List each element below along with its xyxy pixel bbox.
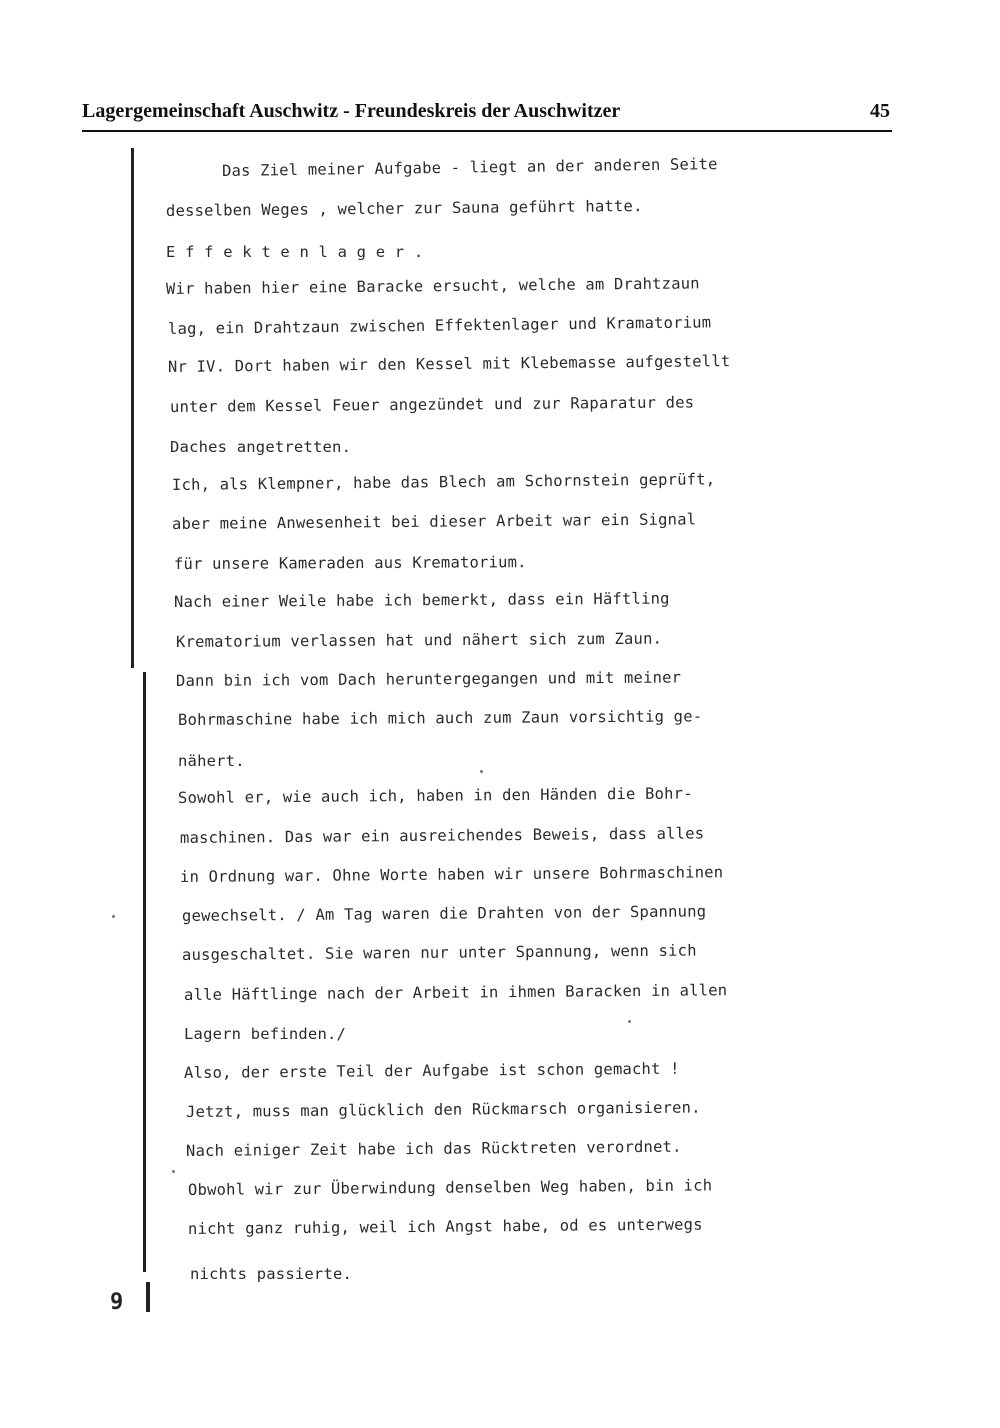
typed-line: Dann bin ich vom Dach heruntergegangen und mit meiner	[175, 668, 682, 690]
typed-line: in Ordnung war. Ohne Worte haben wir unsere Bohrmaschinen	[179, 863, 724, 886]
typed-line: für unsere Kameraden aus Krematorium.	[173, 553, 527, 573]
typed-line: Ich, als Klempner, habe das Blech am Schornstein geprüft,	[171, 470, 716, 494]
typed-line: unter dem Kessel Feuer angezündet und zur Raparatur des	[169, 393, 695, 416]
typed-line: alle Häftlinge nach der Arbeit in ihmen Baracken in allen	[183, 981, 728, 1004]
typed-line: aber meine Anwesenheit bei dieser Arbeit war ein Signal	[171, 510, 697, 533]
typed-line: Wir haben hier eine Baracke ersucht, welche am Drahtzaun	[165, 274, 700, 298]
typed-line: Daches angetretten.	[170, 438, 352, 456]
typed-line: Lagern befinden./	[184, 1025, 347, 1043]
typed-line: Nr IV. Dort haben wir den Kessel mit Klebemasse aufgestellt	[167, 352, 731, 376]
margin-marker: 9	[110, 1290, 124, 1315]
typed-line: lag, ein Drahtzaun zwischen Effektenlager und Kramatorium	[167, 313, 712, 338]
typed-line: nähert.	[178, 752, 245, 770]
page-number: 45	[870, 100, 890, 122]
typed-line: Das Ziel meiner Aufgabe - liegt an der anderen Seite	[221, 155, 718, 180]
header-title: Lagergemeinschaft Auschwitz - Freundeskreis der Auschwitzer	[82, 100, 621, 122]
typed-line: Sowohl er, wie auch ich, haben in den Händen die Bohr-	[177, 784, 693, 807]
typed-line: Krematorium verlassen hat und nähert sich zum Zaun.	[175, 629, 663, 651]
typed-line: E f f e k t e n l a g e r .	[166, 243, 424, 261]
typed-line: Also, der erste Teil der Aufgabe ist schon gemacht !	[183, 1059, 680, 1082]
typed-line: Jetzt, muss man glücklich den Rückmarsch organisieren.	[185, 1098, 701, 1121]
typed-line: maschinen. Das war ein ausreichendes Beweis, dass alles	[179, 824, 705, 847]
typed-line: Nach einiger Zeit habe ich das Rücktreten verordnet.	[185, 1137, 682, 1160]
typed-line: gewechselt. / Am Tag waren die Drahten von der Spannung	[181, 902, 707, 925]
typed-line: Obwohl wir zur Überwindung denselben Weg haben, bin ich	[187, 1176, 713, 1199]
typed-line: desselben Weges , welcher zur Sauna geführt hatte.	[165, 197, 643, 220]
typed-line: Nach einer Weile habe ich bemerkt, dass ein Häftling	[173, 589, 670, 611]
typed-line: nicht ganz ruhig, weil ich Angst habe, od es unterwegs	[187, 1215, 703, 1238]
typed-line: ausgeschaltet. Sie waren nur unter Spannung, wenn sich	[181, 941, 697, 964]
typed-line: nichts passierte.	[190, 1265, 353, 1283]
typed-line: Bohrmaschine habe ich mich auch zum Zaun vorsichtig ge-	[177, 707, 703, 729]
